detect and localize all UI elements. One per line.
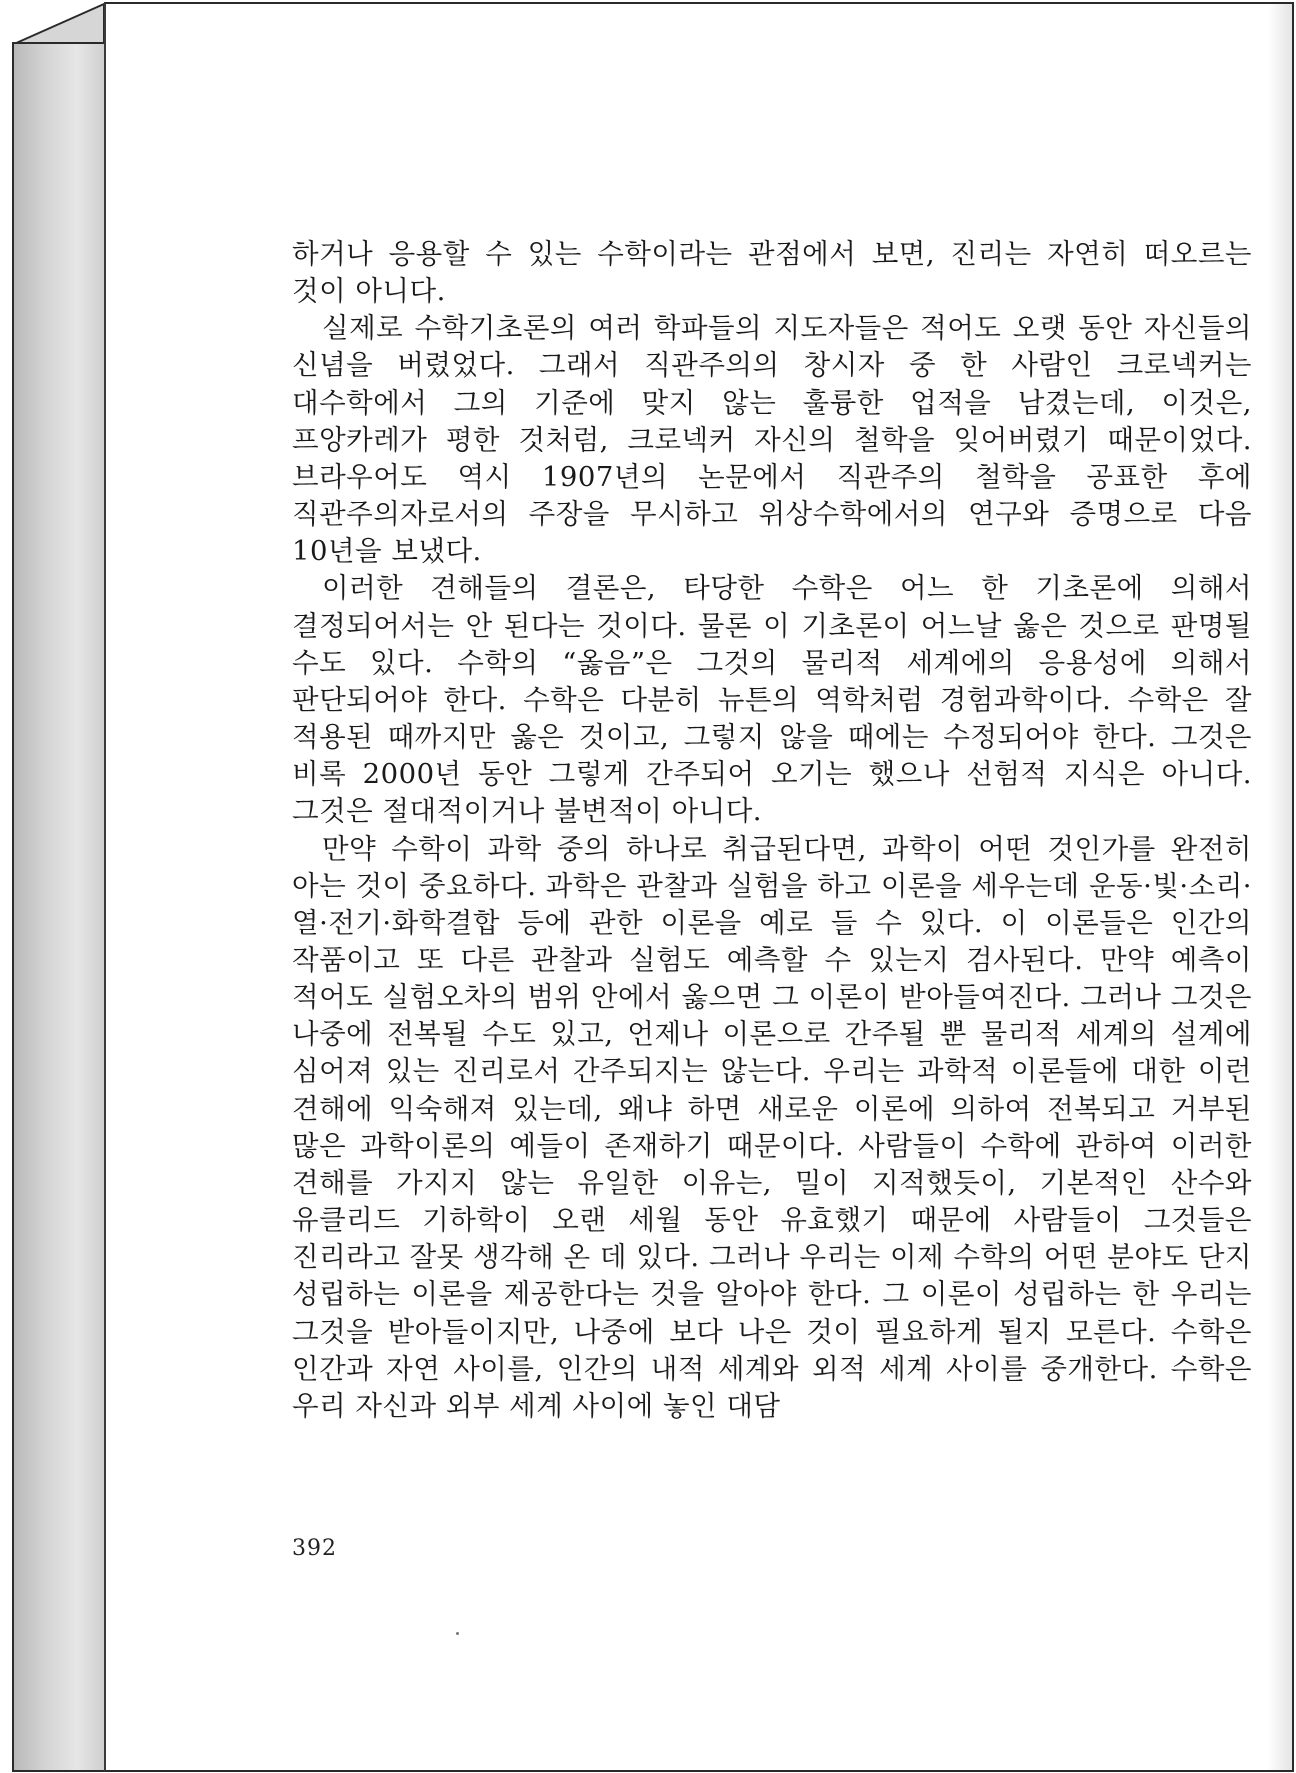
book-spine-top <box>12 2 106 46</box>
page-number: 392 <box>292 1536 337 1561</box>
page-text-block <box>292 236 1252 1425</box>
page-edge-shadow <box>1268 4 1292 1770</box>
paragraph-3: 이러한 견해들의 결론은, 타당한 수학은 어느 한 기초론에 의해서 결정되어서는 안 된다는 것이다. 물론 이 기초론이 어느날 옳은 것으로 판명될 수도 있다. 수학의 “옳음”은 그것의 물리적 세계에의 응용성에 의해서 판단되어야 한다. 수학은 다분히 뉴튼의 역학처럼 경험과학이다. 수학은 잘 적용된 때까지만 옳은 것이고, 그렇지 않을 때에는 수정되어야 한다. 그것은 비록 2000년 동안 그렇게 간주되어 오기는 했으나 선험적 지식은 아니다. 그것은 절대적이거나 불변적이 아니다. <box>292 572 1252 828</box>
print-speck <box>456 1632 459 1635</box>
paragraph-1: 하거나 응용할 수 있는 수학이라는 관점에서 보면, 진리는 자연히 떠오르는 것이 아니다. <box>292 238 1252 308</box>
book-spine <box>12 42 104 1772</box>
book-page <box>104 2 1294 1772</box>
paragraph-2: 실제로 수학기초론의 여러 학파들의 지도자들은 적어도 오랫 동안 자신들의 신념을 버렸었다. 그래서 직관주의의 창시자 중 한 사람인 크로넥커는 대수학에서 그의 기준에 맞지 않는 훌륭한 업적을 남겼는데, 이것은, 프앙카레가 평한 것처럼, 크로넥커 자신의 철학을 잊어버렸기 때문이었다. 브라우어도 역시 1907년의 논문에서 직관주의 철학을 공표한 후에 직관주의자로서의 주장을 무시하고 위상수학에서의 연구와 증명으로 다음 10년을 보냈다. <box>292 312 1252 568</box>
paragraph-4: 만약 수학이 과학 중의 하나로 취급된다면, 과학이 어떤 것인가를 완전히 아는 것이 중요하다. 과학은 관찰과 실험을 하고 이론을 세우는데 운동·빛·소리·열·전기·화학결합 등에 관한 이론을 예로 들 수 있다. 이 이론들은 인간의 작품이고 또 다른 관찰과 실험도 예측할 수 있는지 검사된다. 만약 예측이 적어도 실험오차의 범위 안에서 옳으면 그 이론이 받아들여진다. 그러나 그것은 나중에 전복될 수도 있고, 언제나 이론으로 간주될 뿐 물리적 세계의 설계에 심어져 있는 진리로서 간주되지는 않는다. 우리는 과학적 이론들에 대한 이런 견해에 익숙해져 있는데, 왜냐 하면 새로운 이론에 의하여 전복되고 거부된 많은 과학이론의 예들이 존재하기 때문이다. 사람들이 수학에 관하여 이러한 견해를 가지지 않는 유일한 이유는, 밀이 지적했듯이, 기본적인 산수와 유클리드 기하학이 오랜 세월 동안 유효했기 때문에 사람들이 그것들은 진리라고 잘못 생각해 온 데 있다. 그러나 우리는 이제 수학의 어떤 분야도 단지 성립하는 이론을 제공한다는 것을 알아야 한다. 그 이론이 성립하는 한 우리는 그것을 받아들이지만, 나중에 보다 나은 것이 필요하게 될지 모른다. 수학은 인간과 자연 사이를, 인간의 내적 세계와 외적 세계 사이를 중개한다. 수학은 우리 자신과 외부 세계 사이에 놓인 대담 <box>292 832 1252 1422</box>
